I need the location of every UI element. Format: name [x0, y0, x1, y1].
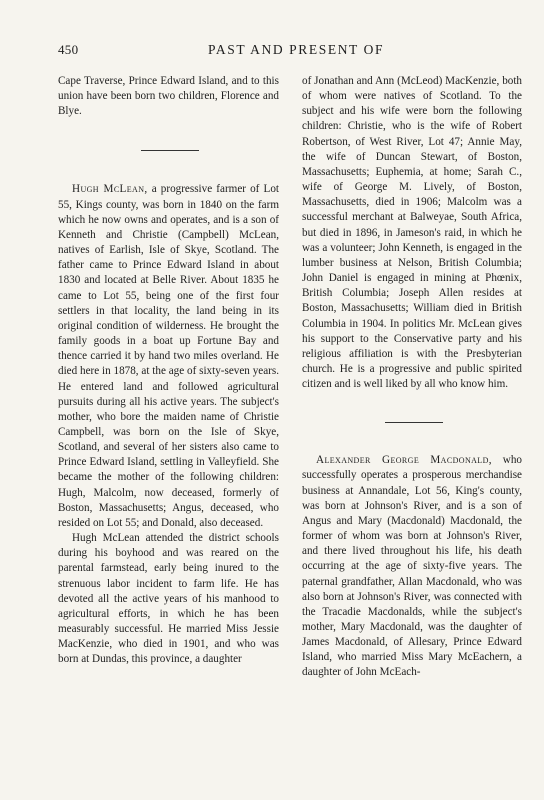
- biography-alexander-macdonald-intro: [302, 453, 522, 680]
- biography-name: Hugh McLean,: [72, 183, 148, 196]
- page-number: 450: [58, 42, 79, 57]
- biography-name: Alexander George Macdonald,: [316, 454, 492, 467]
- right-column: [302, 74, 522, 681]
- paragraph-continued: Cape Traverse, Prince Edward Island, and to this union have been born two children, Florence and Blye.: [58, 75, 279, 118]
- paragraph-text: a progressive farmer of Lot 55, Kings county, was born in 1840 on the farm which he now owns and operates, and is a son of Kenneth and Christie (Campbell) McLean, natives of Earlish, Isle of Skye, Scotland. The father came to Prince Edward Island in about 1830 and located at Belle River. About 1835 he came to Lot 55, being one of the first four settlers in that locality, the land being in its original condition of wilderness. He brought the family goods in a boat up Fortune Bay and thence carried it by hand two miles overland. He died here in 1878, at the age of sixty-seven years. He entered land and followed agricultural pursuits during all his active years. The subject's mother, who bore the maiden name of Christie Campbell, was born on the Isle of Skye, Scotland, and several of her sisters also came to Prince Edward Island, settling in Valleyfield. She became the mother of the following children: Hugh, Malcolm, now deceased, formerly of Boston, Massachusetts; Angus, deceased, who resided on Lot 55; and Donald, also deceased.: [58, 183, 279, 529]
- biography-hugh-mclean-intro: [58, 182, 279, 531]
- paragraph-continued: of Jonathan and Ann (McLeod) MacKenzie, both of whom were natives of Scotland. To the subject and his wife were born the following children: Christie, who is the wife of Robert Robertson, of West River, Lot 47; Annie May, the wife of Duncan Stewart, of Boston, Massachusetts; Euphemia, at home; Sarah C., wife of George M. Lively, of Boston, Massachusetts, died in 1906; Malcolm was a successful merchant at Balweyae, South Africa, but died in 1896, in Jameson's raid, in which he was a volunteer; John Kenneth, is engaged in the lumber business at Nelson, British Columbia; John Daniel is engaged in mining at Phœnix, British Columbia; Joseph Allen resides at Boston, Massachusetts; William died in British Columbia in 1904. In politics Mr. McLean gives his support to the Conservative party and his religious affiliation is with the Presbyterian church. He is a progressive and public spirited citizen and is well liked by all who know him.: [302, 75, 522, 391]
- section-divider: [385, 422, 443, 423]
- left-column: [58, 74, 279, 667]
- paragraph-text: who successfully operates a prosperous merchandise business at Annandale, Lot 56, King's county, was born at Johnson's River, and is a son of Angus and Mary (Macdonald) Macdonald, the former of whom was born at Johnson's River, and there lived throughout his life, his death occurring at the age of sixty-five years. The paternal grandfather, Allan Macdonald, who was also born at Johnson's River, was connected with the Tracadie Macdonalds, while the subject's mother, Mary Macdonald, was the daughter of James Macdonald, of Allesary, Prince Edward Island, who married Miss Mary McEachern, a daughter of John McEach-: [302, 454, 522, 679]
- running-head: PAST AND PRESENT OF: [208, 42, 385, 57]
- page-header: [58, 42, 498, 60]
- paragraph-hugh-mclean-career: Hugh McLean attended the district schools during his boyhood and was reared on the parental farmstead, early being inured to the strenuous labor incident to farm life. He has devoted all the active years of his manhood to agricultural efforts, in which he has been measurably successful. He married Miss Jessie MacKenzie, who died in 1901, and who was born at Dundas, this province, a daughter: [58, 532, 279, 666]
- section-divider: [141, 150, 199, 151]
